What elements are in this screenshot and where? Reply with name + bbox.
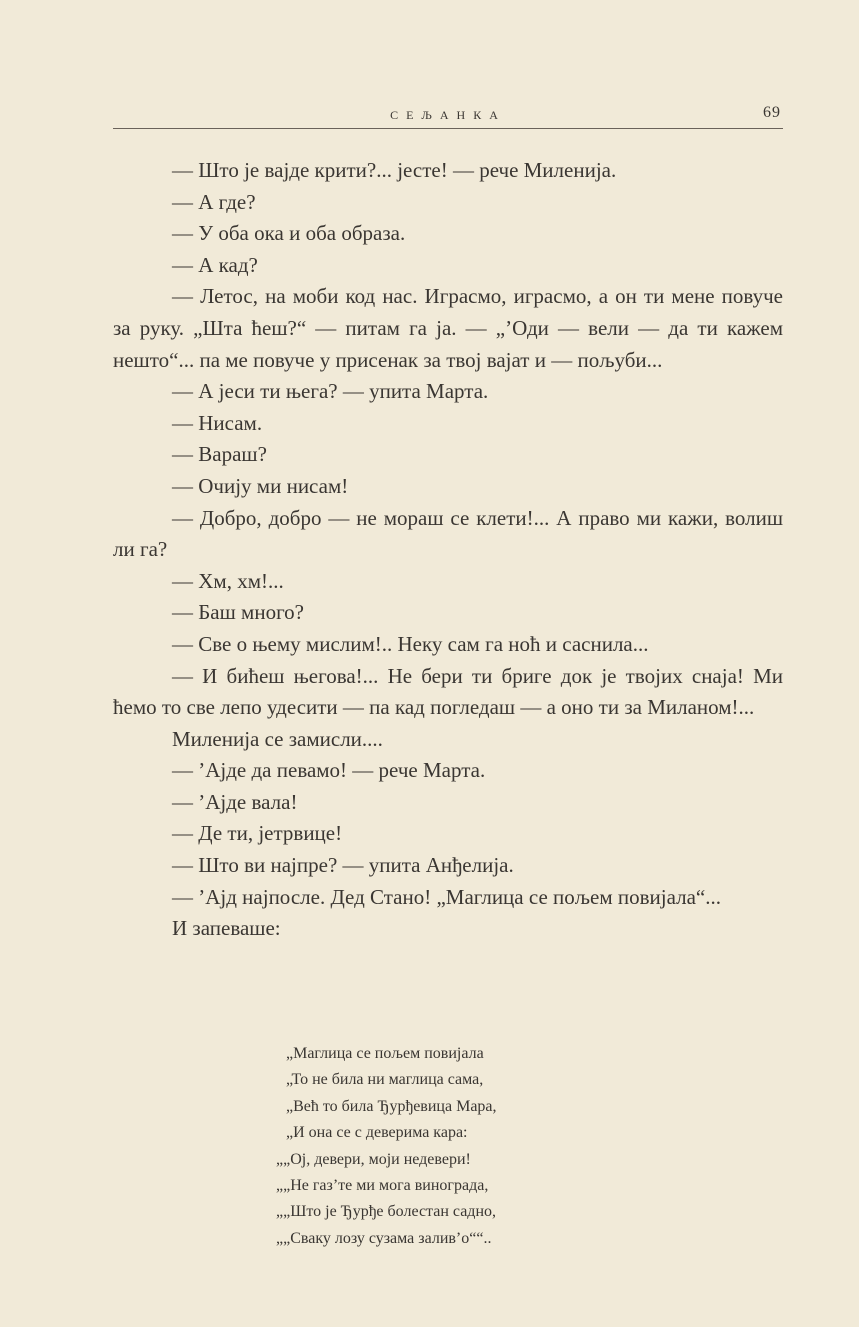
page-number: 69	[763, 104, 781, 121]
paragraph: — А кад?	[172, 252, 258, 277]
paragraph: — Нисам.	[172, 410, 263, 435]
verse-line: „„Не газ’те ми мога винограда,	[276, 1177, 489, 1195]
paragraph: — ’Ајде да певамо! — рече Марта.	[172, 758, 486, 783]
verse-line: „„Што је Ђурђе болестан садно,	[276, 1203, 496, 1221]
paragraph: И запеваше:	[172, 916, 281, 941]
song-verse	[276, 1041, 636, 1252]
paragraph: — У оба ока и оба образа.	[172, 221, 406, 246]
verse-line: „„Ој, девери, моји недевери!	[276, 1150, 471, 1168]
paragraph: — А где?	[172, 189, 256, 214]
paragraph: — Де ти, јетрвице!	[172, 821, 343, 846]
page-body	[113, 155, 783, 945]
paragraph: Миленија се замисли....	[172, 726, 383, 751]
paragraph: — ’Ајд најпосле. Дед Стано! „Маглица се пољем повијала“...	[172, 884, 721, 909]
paragraph: — А јеси ти њега? — упита Марта.	[172, 379, 489, 404]
paragraph: — Очију ми нисам!	[172, 473, 349, 498]
paragraph: — Што ви најпре? — упита Анђелија.	[172, 853, 514, 878]
running-head	[113, 104, 783, 126]
verse-line: „Већ то била Ђурђевица Мара,	[286, 1097, 497, 1115]
paragraph: — Вараш?	[172, 442, 267, 467]
verse-line: „„Сваку лозу сузама залив’о““..	[276, 1229, 492, 1247]
verse-line: „И она се с деверима кара:	[286, 1124, 468, 1142]
verse-line: „Маглица се пољем повијала	[286, 1045, 484, 1062]
paragraph: — Летос, на моби код нас. Играсмо, играсмо, а он ти мене повуче за руку. „Шта ћеш?“ — питам га ја. — „’Оди — вели — да ти кажем нешто“... па ме повуче у присенак за твој вајат и — пољуби...	[113, 284, 783, 372]
paragraph: — И бићеш његова!... Не бери ти бриге док је твојих снаја! Ми ћемо то све лепо удесити — па кад погледаш — а оно ти за Миланом!...	[113, 663, 783, 720]
header-rule	[113, 128, 783, 129]
running-title: СЕЉАНКА	[390, 108, 506, 122]
paragraph: — Све о њему мислим!.. Неку сам га ноћ и саснила...	[172, 631, 649, 656]
verse-line: „То не била ни маглица сама,	[286, 1071, 484, 1089]
paragraph: — Што је вајде крити?... јесте! — рече Миленија.	[172, 158, 617, 182]
paragraph: — Добро, добро — не мораш се клети!... А право ми кажи, волиш ли га?	[113, 505, 783, 562]
paragraph: — Баш много?	[172, 600, 304, 625]
paragraph: — Хм, хм!...	[172, 568, 284, 593]
paragraph: — ’Ајде вала!	[172, 789, 298, 814]
